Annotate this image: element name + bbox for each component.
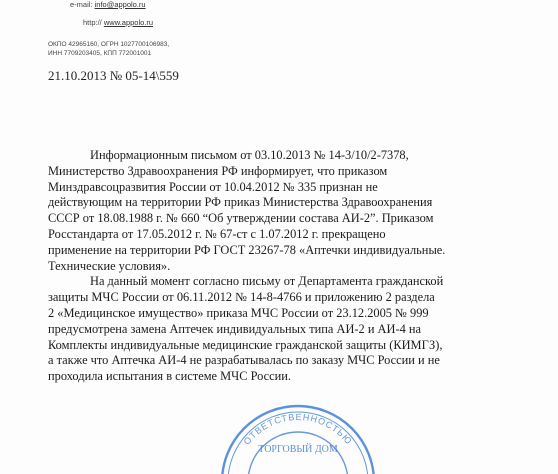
body-line-3: Минздравсоцразвития России от 10.04.2012 № 335 признан не <box>48 179 378 194</box>
body-line-7: применение на территории РФ ГОСТ 23267-78 «Аптечки индивидуальные. <box>48 242 446 257</box>
body-line-15: проходила испытания в системе МЧС России. <box>48 369 292 384</box>
body-line-5: СССР от 18.08.1988 г. № 660 “Об утверждении состава АИ-2”. Приказом <box>48 211 434 226</box>
body-line-6: Росстандарта от 17.05.2012 г. № 67-ст с 1.07.2012 г. прекращено <box>48 226 386 241</box>
body-line-10: защиты МЧС России от 06.11.2012 № 14-8-4766 и приложению 2 раздела <box>48 290 435 305</box>
body-line-14: а также что Аптечка АИ-4 не разрабатывалась по заказу МЧС России и не <box>48 353 440 368</box>
okpo-ogrn-line: ОКПО 42965160, ОГРН 1027700106983, <box>48 41 170 48</box>
letter-body <box>48 148 518 385</box>
website-label: http:// <box>83 18 102 27</box>
body-line-8: Технические условия». <box>48 258 171 273</box>
body-line-9: На данный момент согласно письму от Департамента гражданской <box>90 274 444 289</box>
website-link[interactable]: www.appolo.ru <box>103 18 154 27</box>
body-line-13: Комплекты индивидуальные медицинские гражданской защиты (КИМГЗ), <box>48 337 443 352</box>
email-line <box>70 0 146 9</box>
body-line-11: 2 «Медицинское имущество» приказа МЧС России от 23.12.2005 № 999 <box>48 305 429 320</box>
body-line-1: Информационным письмом от 03.10.2013 № 14-3/10/2-7378, <box>90 148 409 162</box>
body-line-4: действующим на территории РФ приказ Министерства Здравоохранения <box>48 195 433 210</box>
website-line <box>83 18 153 27</box>
body-line-2: Министерство Здравоохранения РФ информирует, что приказом <box>48 163 388 178</box>
email-label: e-mail: <box>70 0 93 9</box>
inn-kpp-line: ИНН 7709203405, КПП 772001001 <box>48 50 152 57</box>
email-link[interactable]: info@appolo.ru <box>94 0 146 9</box>
letter-date-number: 21.10.2013 № 05-14\559 <box>48 68 179 83</box>
company-stamp <box>218 402 378 474</box>
stamp-inner-text: ТОРГОВЫЙ ДОМ <box>258 444 338 455</box>
body-line-12: предусмотрена замена Аптечек индивидуальных типа АИ-2 и АИ-4 на <box>48 321 421 336</box>
stamp-ring-text: ОТВЕТСТВЕННОСТЬЮ <box>241 411 355 447</box>
